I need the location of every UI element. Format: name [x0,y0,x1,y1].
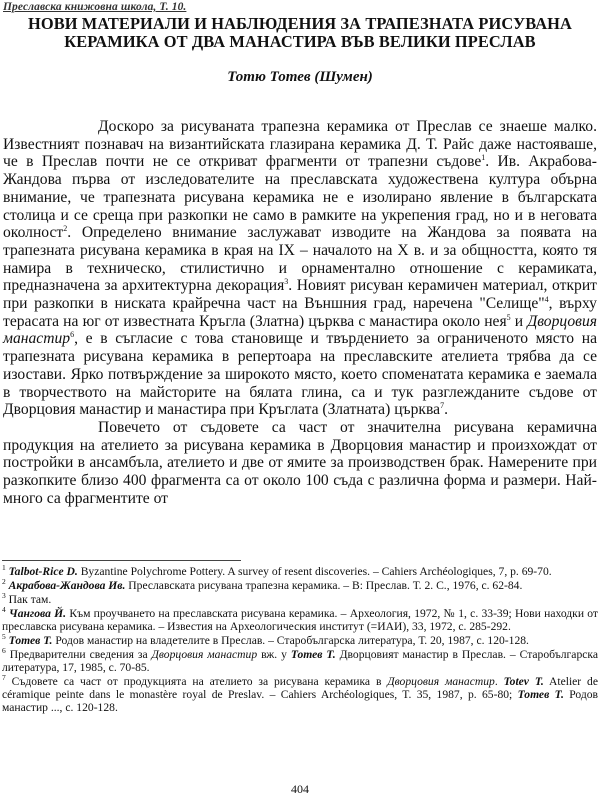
footnote-author: Тотев Т. [8,634,53,647]
footnote-1 [2,565,598,578]
article-body [3,118,597,507]
footnote-ref-6[interactable]: 6 [70,330,75,340]
footnote-ref-3[interactable]: 3 [284,277,289,287]
footnote-ref-1[interactable]: 1 [481,153,486,163]
text-run: и [510,312,528,330]
footnote-4 [2,607,598,633]
footnote-text: Преславската рисувана трапезна керамика. – В: Преслав. Т. 2. С., 1976, с. 62-84. [125,579,523,592]
footnote-text: . [494,675,504,688]
footnote-2 [2,579,598,592]
footnote-text: Родов манастир ..., с. 120-128. [2,688,598,714]
footnote-author: Чангова Й. [9,607,67,620]
footnote-separator [2,560,241,561]
italic-term: Дворцовия манастир [151,648,258,661]
footnote-number: 2 [2,577,6,587]
footnote-text: Дворцовият манастир в Преслав. – Старобългарска литература, 17, 1985, с. 70-85. [2,648,598,674]
page-number: 404 [291,782,309,796]
footnote-ref-7[interactable]: 7 [440,401,445,411]
footnote-author: Тотев Т. [290,648,336,661]
footnote-number: 3 [2,591,6,601]
author-byline: Тотю Тотев (Шумен) [227,69,373,85]
footnote-number: 5 [2,632,6,642]
italic-term: Дворцовия манастир [3,312,597,348]
footnote-3 [2,593,598,606]
title-line-2: КЕРАМИКА ОТ ДВА МАНАСТИРА ВЪВ ВЕЛИКИ ПРЕСЛАВ [64,32,536,51]
footnote-text: Byzantine Polychrome Pottery. A survey of resent discoveries. – Cahiers Archéologiques, 7, p. 69-70. [77,565,552,578]
footnote-text: Atelier de céramique peinte dans le monastère royal de Preslav. – Cahiers Archéologiques, T. 35, 1987, p. 65-80; [2,675,598,701]
footnote-author: Акрабова-Жандова Ив. [8,579,126,592]
paragraph-2: Повечето от съдовете са част от значителна рисувана керамична продукция на ателието за рисувана керамика в Дворцовия манастир и произхождат от постройки в ансамбъла, ателието и две от ямите за производствен брак. Намерените при разкопките близо 400 фрагмента са от около 100 съда с различна форма и размери. Най-много са фрагментите от [3,418,597,507]
footnote-number: 1 [2,563,6,573]
article-title [0,15,600,51]
footnote-5 [2,634,598,647]
footnote-ref-4[interactable]: 4 [544,294,549,304]
footnote-author: Talbot-Rice D. [8,565,78,578]
footnote-6 [2,648,598,674]
text-run: , е в съгласие с това становище и твърдението за ограниченото място на трапезната рисувана керамика в репертоара на преславските ателиета трябва да се изостави. Ярко потвърждение за широкото място, което споменатата керамика е заемала в творчеството на майсторите на бялата глина, са и тук разглежданите съдове от Дворцовия манастир и манастира при Кръглата (Златната) църква [3,330,597,419]
footnote-text: вж. у [257,648,291,661]
running-head: Преславска книжовна школа, Т. 10. [3,1,187,13]
footnote-author: Totev T. [503,675,544,688]
footnote-ref-2[interactable]: 2 [63,224,68,234]
footnote-text: Съдовете са част от продукцията на ателието за рисувана керамика в [11,675,388,688]
text-run: Доскоро за рисуваната трапезна керамика от Преслав се знаеше малко. Известният познавач на византийската глазирана керамика Д. Т. Райс даже настояваше, че в Преслав почти не се откриват фрагменти от трапезни съдове [3,118,597,171]
footnote-text: Родов манастир на владетелите в Преслав. – Старобългарска литература, Т. 20, 1987, с. 120-128. [52,634,529,647]
italic-term: Дворцовия манастир [387,675,495,688]
text-run: , върху терасата на юг от известната Кръгла (Златна) църква с манастира около нея [3,295,597,330]
footnote-author: Тотев Т. [517,688,564,701]
text-run: . Новият рисуван керамичен материал, открит при разкопки в ниската крайречна част на Външния град, наречена "Селище" [3,277,597,313]
footnotes [2,565,598,715]
footnote-number: 4 [2,605,6,615]
footnote-text: Към проучването на преславската рисувана керамика. – Археология, 1972, № 1, с. 33-39; Нови находки от преславска рисувана керамика. – Известия на Археологическия институт (=ИАИ), 33, 1972, с. 285-292. [2,607,598,633]
footnote-text: Пак там. [8,593,52,606]
text-run: . Ив. Акрабова-Жандова първа от изследователите на преславската художествена култура обърна внимание, че трапезната рисувана керамика не е изолирано явление в българската столица и се среща при разкопки не само в рамките на укрепения град, но и в неговата околност [3,153,597,242]
footnote-7 [2,675,598,714]
footnote-number: 6 [2,646,6,656]
footnote-text: Предварителни сведения за [9,648,152,661]
paragraph-1 [3,118,597,419]
text-run: . [444,401,448,419]
footnote-ref-5[interactable]: 5 [506,312,511,322]
title-line-1: НОВИ МАТЕРИАЛИ И НАБЛЮДЕНИЯ ЗА ТРАПЕЗНАТА РИСУВАНА [28,14,572,33]
text-run: . Определено внимание заслужават изводите на Жандова за появата на трапезната рисувана керамика в края на IX – началото на X в. и за общността, която тя намира в техническо, стилистично и орнаментално отношение с керамиката, предназначена за архитектурна декорация [3,224,597,295]
footnote-number: 7 [2,673,6,683]
